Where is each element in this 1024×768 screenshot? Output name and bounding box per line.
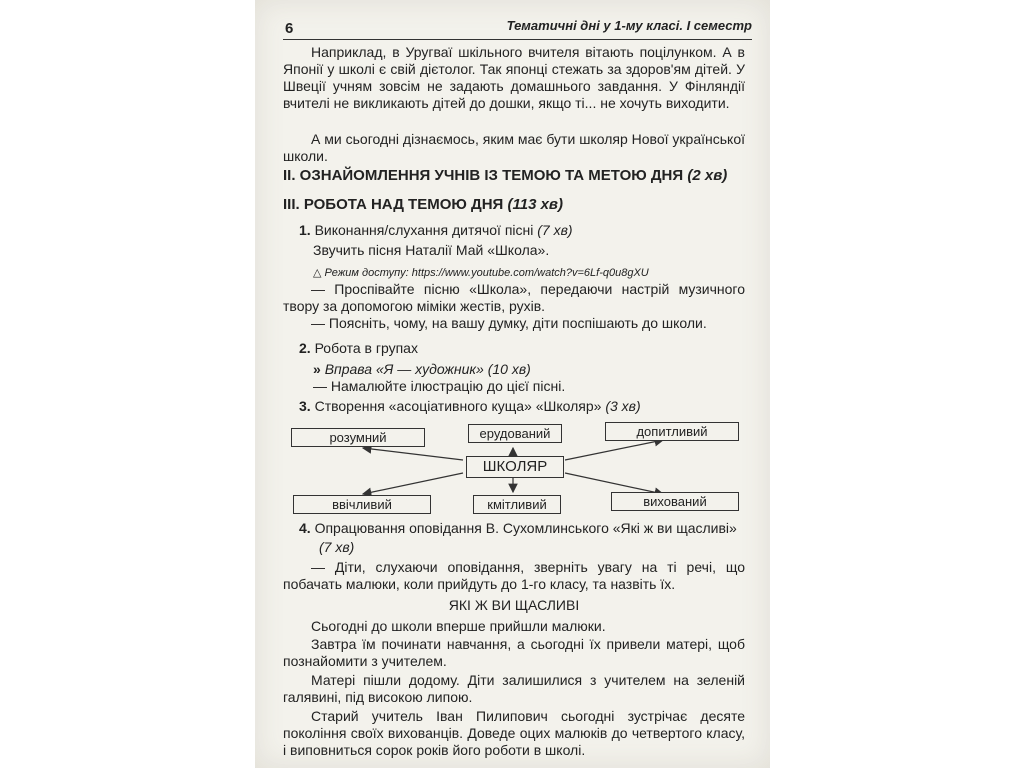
item-4-number: 4. — [299, 520, 311, 536]
assoc-bottom-center: кмітливий — [473, 495, 561, 514]
item-1-time: (7 хв) — [537, 222, 573, 238]
page-number: 6 — [285, 20, 294, 37]
assoc-top-center: ерудований — [468, 424, 562, 443]
section-3-title: III. РОБОТА НАД ТЕМОЮ ДНЯ — [283, 196, 504, 213]
item-1-question-2: — Поясніть, чому, на вашу думку, діти поспішають до школи. — [311, 315, 707, 331]
item-2-heading — [299, 340, 745, 357]
intro-paragraph-1: Наприклад, в Уругваї шкільного вчителя вітають поцілунком. А в Японії у школі є свій дієтолог. Так японці стежать за здоров'ям дітей. У Швеції учням зовсім не задають домашнього завдання. У Фінляндії вчителі не викликають дітей до дошки, якщо ті... не хочуть виходити. — [283, 44, 745, 111]
access-label: △ Режим доступу: — [313, 267, 409, 279]
story-paragraph-3: Матері пішли додому. Діти залишилися з учителем на зеленій галявині, під високою липою. — [283, 672, 745, 705]
item-1-access-link — [313, 265, 745, 282]
story-paragraph-1: Сьогодні до школи вперше прийшли малюки. — [311, 618, 606, 634]
intro-paragraph-2: А ми сьогодні дізнаємось, яким має бути школяр Нової української школи. — [283, 131, 745, 164]
item-3-time: (3 хв) — [605, 398, 641, 414]
arrow-top-right — [565, 440, 663, 460]
assoc-top-left: розумний — [291, 428, 425, 447]
story-paragraph-4: Старий учитель Іван Пилипович сьогодні зустрічає десяте покоління своїх вихованців. Доведе оцих малюків до четвертого класу, і виповниться сорок років його роботи в школі. — [283, 708, 745, 758]
item-3-heading — [299, 398, 745, 415]
item-3-number: 3. — [299, 398, 311, 414]
item-2-title: Робота в групах — [314, 340, 418, 356]
section-3-heading — [283, 196, 745, 213]
arrow-bottom-right — [565, 473, 663, 494]
item-3-title: Створення «асоціативного куща» «Школяр» — [314, 398, 602, 414]
item-2-question-1: — Намалюйте ілюстрацію до цієї пісні. — [313, 378, 566, 394]
section-3-time: (113 хв) — [507, 196, 563, 213]
item-2-number: 2. — [299, 340, 311, 356]
access-url[interactable]: https://www.youtube.com/watch?v=6Lf-q0u8gXU — [411, 267, 649, 279]
assoc-bottom-right: вихований — [611, 492, 739, 511]
item-4-question-1: — Діти, слухаючи оповідання, зверніть увагу на ті речі, що побачать малюки, коли прийдуть до 1-го класу, та назвіть їх. — [283, 559, 745, 592]
story-paragraph-2: Завтра їм починати навчання, а сьогодні їх привели матері, щоб познайомити з учителем. — [283, 636, 745, 669]
item-1-number: 1. — [299, 222, 311, 238]
section-2-heading — [283, 167, 745, 184]
item-4-heading — [299, 520, 745, 537]
item-1-heading — [299, 222, 745, 239]
item-1-title: Виконання/слухання дитячої пісні — [314, 222, 534, 238]
section-2-title: II. ОЗНАЙОМЛЕННЯ УЧНІВ ІЗ ТЕМОЮ ТА МЕТОЮ ДНЯ — [283, 167, 684, 184]
exercise-time: (10 хв) — [487, 361, 531, 377]
item-1-song-line: Звучить пісня Наталії Май «Школа». — [313, 242, 550, 258]
story-title: ЯКІ Ж ВИ ЩАСЛИВІ — [448, 597, 580, 613]
item-1-question-1: — Проспівайте пісню «Школа», передаючи настрій музичного твору за допомогою міміки жестів, рухів. — [283, 281, 745, 314]
header-rule — [283, 39, 752, 40]
assoc-center: ШКОЛЯР — [466, 456, 564, 478]
arrow-bottom-left — [363, 473, 463, 494]
running-header: Тематичні дні у 1-му класі. І семестр — [506, 18, 752, 33]
item-4-time: (7 хв) — [319, 539, 355, 555]
section-2-time: (2 хв) — [687, 167, 728, 184]
exercise-title: Вправа «Я — художник» — [324, 361, 484, 377]
item-2-exercise — [313, 361, 745, 378]
association-diagram — [283, 418, 745, 518]
assoc-bottom-left: ввічливий — [293, 495, 431, 514]
item-4-title: Опрацювання оповідання В. Сухомлинського «Які ж ви щасливі» — [314, 520, 737, 536]
book-page — [255, 0, 770, 768]
exercise-marker-icon: » — [313, 361, 321, 377]
assoc-top-right: допитливий — [605, 422, 739, 441]
arrow-top-left — [363, 448, 463, 460]
